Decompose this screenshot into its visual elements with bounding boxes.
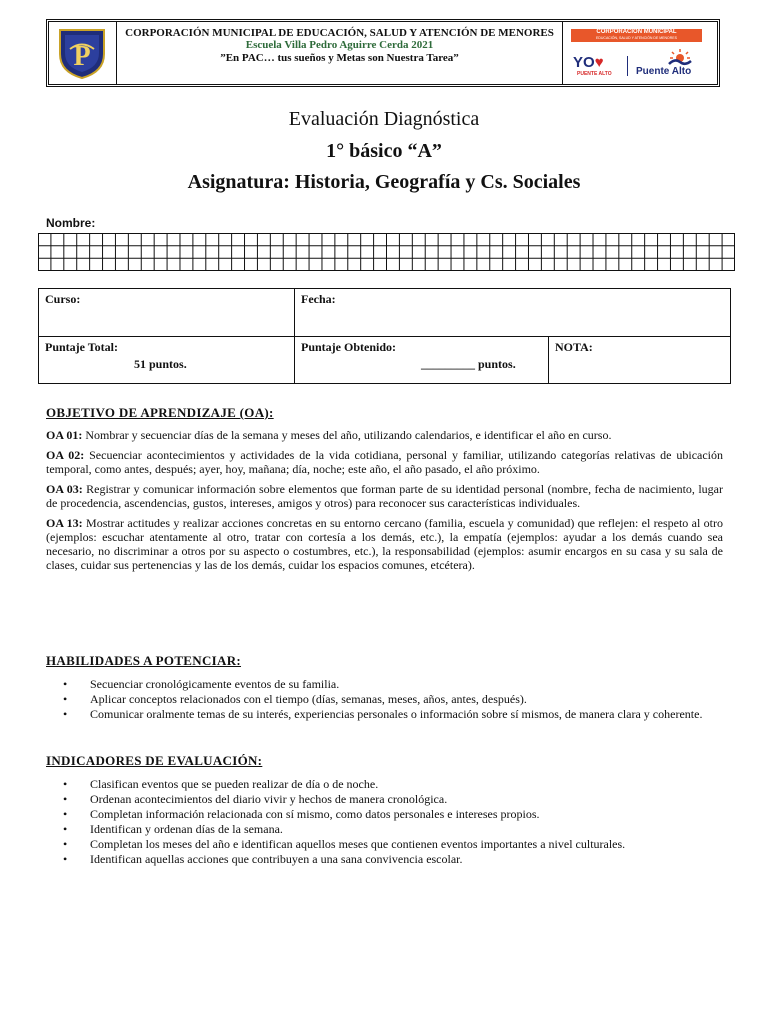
heart-icon: ♥	[594, 54, 604, 71]
list-item: • Secuenciar cronológicamente eventos de su familia.	[90, 677, 723, 691]
list-item: • Comunicar oralmente temas de su interés, experiencias personales o información sobre sí mismos, de manera clara y coherente.	[90, 707, 723, 721]
indicators-title: INDICADORES DE EVALUACIÓN:	[46, 753, 263, 768]
obtained-score-label: Puntaje Obtenido:	[301, 339, 397, 354]
name-label: Nombre:	[46, 216, 96, 230]
course-cell[interactable]	[39, 289, 295, 337]
logo-divider	[627, 56, 628, 76]
oa-02	[46, 448, 723, 476]
total-score-cell	[39, 336, 295, 384]
list-item: • Aplicar conceptos relacionados con el tiempo (días, semanas, meses, años, antes, después).	[90, 692, 723, 706]
subject-title: Asignatura: Historia, Geografía y Cs. Sociales	[187, 171, 581, 193]
yo-text: YO	[573, 54, 595, 71]
municipal-logo	[563, 22, 717, 84]
name-input-grid[interactable]	[38, 233, 736, 278]
yo-subtitle: PUENTE ALTO	[577, 71, 612, 77]
oa-01	[46, 428, 723, 442]
date-cell[interactable]	[295, 289, 731, 337]
school-crest-logo	[49, 22, 117, 84]
banner-line2: EDUCACIÓN, SALUD Y ATENCIÓN DE MENORES	[596, 36, 677, 40]
oa-code: OA 02:	[46, 448, 85, 462]
skills-title: HABILIDADES A POTENCIAR:	[46, 653, 242, 668]
obtained-score-value: _________ puntos.	[421, 356, 516, 371]
list-item: • Clasifican eventos que se pueden realizar de día o de noche.	[90, 777, 723, 791]
oa-text: Nombrar y secuenciar días de la semana y meses del año, utilizando calendarios, e identificar el año en curso.	[82, 428, 612, 442]
oa-13	[46, 516, 723, 572]
oa-text: Secuenciar acontecimientos y actividades de la vida cotidiana, personal y familiar, utilizando categorías relativas de ubicación temporal, como antes, después; ayer, hoy, mañana; día, noche; este año, el año pasado, el año próximo.	[46, 448, 724, 476]
banner-line1: CORPORACIÓN MUNICIPAL	[596, 29, 677, 35]
course-label: Curso:	[45, 292, 81, 306]
list-item: • Identifican y ordenan días de la semana.	[90, 822, 723, 836]
total-score-value: 51 puntos.	[134, 356, 187, 371]
document-header	[46, 19, 720, 87]
objectives-title: OBJETIVO DE APRENDIZAJE (OA):	[46, 405, 274, 420]
oa-code: OA 03:	[46, 482, 83, 496]
grade-cell[interactable]	[549, 336, 731, 384]
list-item: • Ordenan acontecimientos del diario vivir y hechos de manera cronológica.	[90, 792, 723, 806]
evaluation-title: Evaluación Diagnóstica	[288, 108, 480, 130]
oa-code: OA 01:	[46, 428, 83, 442]
oa-code: OA 13:	[46, 516, 83, 530]
school-name: Escuela Villa Pedro Aguirre Cerda 2021	[245, 39, 434, 51]
yo-logo	[573, 55, 604, 70]
oa-text: Mostrar actitudes y realizar acciones concretas en su entorno cercano (familia, escuela y comunidad) que reflejen: el respeto al otro (ejemplos: escuchar atentamente al otro, tratar con cortesía a los demás, etc.), la empatía (ejemplos: ayudar a los demás cuando sea necesario, no discriminar a otros por su aspecto o costumbres, etc.), la responsabilidad (ejemplos: asumir encargos en su casa y su sala de clases, cuidar sus pertenencias y las de los demás, cuidar los espacios comunes, etcétera).	[46, 516, 723, 572]
oa-text: Registrar y comunicar información sobre elementos que forman parte de su identidad personal (nombre, fecha de nacimiento, lugar de procedencia, ascendencias, gustos, intereses, amigos y otros) para reconocer sus características individuales.	[46, 482, 723, 510]
list-item: • Completan los meses del año e identifican aquellos meses que contienen eventos importantes a nivel culturales.	[90, 837, 723, 851]
municipal-banner	[571, 29, 702, 42]
corporation-name: CORPORACIÓN MUNICIPAL DE EDUCACIÓN, SALUD Y ATENCIÓN DE MENORES	[125, 27, 554, 39]
skills-list	[46, 677, 723, 721]
obtained-score-cell[interactable]	[295, 336, 549, 384]
grade-title: 1° básico “A”	[326, 140, 442, 162]
indicators-list	[46, 777, 723, 866]
list-item: • Completan información relacionada con sí mismo, como datos personales e intereses propios.	[90, 807, 723, 821]
school-motto: ”En PAC… tus sueños y Metas son Nuestra Tarea”	[220, 52, 459, 64]
objectives-section	[46, 406, 723, 578]
skills-section	[46, 654, 723, 722]
grade-label: NOTA:	[555, 339, 593, 354]
svg-text:P: P	[73, 41, 91, 72]
total-score-label: Puntaje Total:	[45, 339, 119, 354]
puente-alto-text: Puente Alto	[636, 66, 692, 77]
list-item: • Identifican aquellas acciones que contribuyen a una sana convivencia escolar.	[90, 852, 723, 866]
oa-03	[46, 482, 723, 510]
date-label: Fecha:	[301, 292, 336, 306]
indicators-section	[46, 754, 723, 867]
header-text	[117, 22, 563, 84]
student-info-table	[38, 288, 731, 384]
